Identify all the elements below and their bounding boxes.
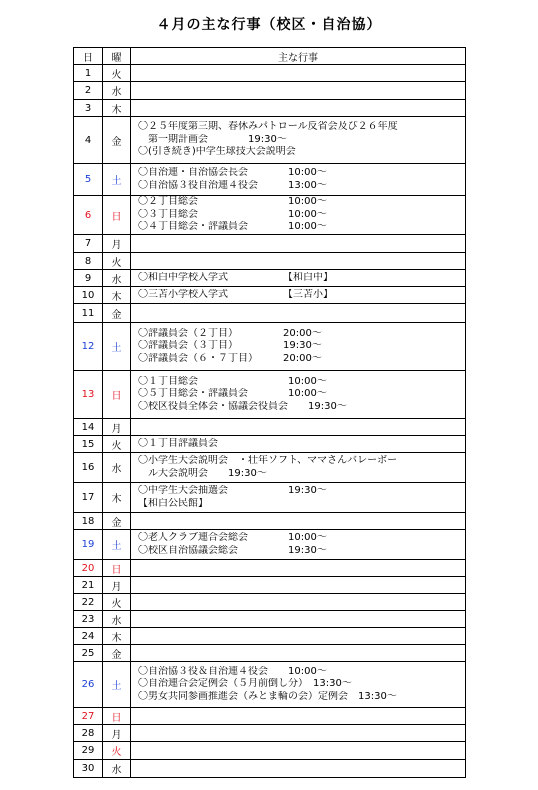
table-row xyxy=(74,323,466,371)
events-cell xyxy=(131,419,466,436)
table-row xyxy=(74,436,466,453)
table-row xyxy=(74,287,466,304)
event-line: 〇１丁目評議員会 xyxy=(138,437,218,449)
header-day: 日 xyxy=(74,48,103,65)
weekday-cell: 木 xyxy=(103,483,131,513)
header-weekday: 曜 xyxy=(103,48,131,65)
table-row xyxy=(74,117,466,164)
day-cell: 10 xyxy=(74,287,103,304)
day-cell: 20 xyxy=(74,560,103,577)
events-cell xyxy=(131,662,466,708)
table-row xyxy=(74,164,466,196)
events-cell xyxy=(131,577,466,594)
table-row xyxy=(74,645,466,662)
event-line: 第一期計画会 19:30～ xyxy=(138,133,287,145)
weekday-cell: 土 xyxy=(103,662,131,708)
events-cell xyxy=(131,725,466,742)
events-cell xyxy=(131,323,466,371)
weekday-cell: 火 xyxy=(103,436,131,453)
events-cell xyxy=(131,560,466,577)
event-line: 〇小学生大会説明会 ・壮年ソフト、ママさんバレーボー xyxy=(138,455,398,466)
events-cell xyxy=(131,742,466,760)
events-cell xyxy=(131,82,466,100)
day-cell: 15 xyxy=(74,436,103,453)
events-cell xyxy=(131,645,466,662)
events-cell xyxy=(131,436,466,453)
weekday-cell: 金 xyxy=(103,513,131,530)
table-row xyxy=(74,662,466,708)
day-cell: 2 xyxy=(74,82,103,100)
table-row xyxy=(74,419,466,436)
schedule-table xyxy=(73,47,466,778)
event-line: 〇３丁目総会 10:00～ xyxy=(138,208,327,220)
table-row xyxy=(74,725,466,742)
events-cell xyxy=(131,530,466,560)
day-cell: 11 xyxy=(74,304,103,323)
table-row xyxy=(74,65,466,82)
event-line: 〇(引き続き)中学生球技大会説明会 xyxy=(138,146,296,158)
day-cell: 12 xyxy=(74,323,103,371)
events-cell xyxy=(131,270,466,287)
events-cell xyxy=(131,100,466,117)
event-line: 〇評議員会（２丁目） 20:00～ xyxy=(138,327,322,339)
events-cell xyxy=(131,611,466,628)
events-cell xyxy=(131,453,466,483)
table-row xyxy=(74,708,466,725)
day-cell: 30 xyxy=(74,760,103,778)
table-row xyxy=(74,483,466,513)
weekday-cell: 水 xyxy=(103,82,131,100)
weekday-cell: 水 xyxy=(103,760,131,778)
weekday-cell: 火 xyxy=(103,253,131,270)
event-line: 〇自治協３役自治連４役会 13:00～ xyxy=(138,179,327,191)
day-cell: 8 xyxy=(74,253,103,270)
weekday-cell: 土 xyxy=(103,164,131,196)
event-line: 〇中学生大会抽選会 19:30～ xyxy=(138,485,327,496)
weekday-cell: 金 xyxy=(103,117,131,164)
weekday-cell: 金 xyxy=(103,304,131,323)
event-line: 〇三苫小学校入学式 【三苫小】 xyxy=(138,288,333,300)
table-row xyxy=(74,560,466,577)
event-line: 〇校区役員全体会・協議会役員会 19:30～ xyxy=(138,400,347,412)
table-row xyxy=(74,453,466,483)
events-cell xyxy=(131,513,466,530)
event-line: 〇１丁目総会 10:00～ xyxy=(138,375,327,387)
header-events: 主な行事 xyxy=(131,48,466,65)
table-row xyxy=(74,304,466,323)
day-cell: 16 xyxy=(74,453,103,483)
events-cell xyxy=(131,483,466,513)
weekday-cell: 土 xyxy=(103,323,131,371)
table-row xyxy=(74,253,466,270)
events-cell xyxy=(131,371,466,419)
event-line: 〇男女共同参画推進会（みとま輪の会）定例会 13:30～ xyxy=(138,690,397,702)
event-line: 〇５丁目総会・評議員会 10:00～ xyxy=(138,388,327,400)
day-cell: 6 xyxy=(74,196,103,235)
event-line: 【和白公民館】 xyxy=(138,497,208,509)
day-cell: 17 xyxy=(74,483,103,513)
weekday-cell: 日 xyxy=(103,371,131,419)
table-row xyxy=(74,742,466,760)
day-cell: 19 xyxy=(74,530,103,560)
event-line: 〇校区自治協議会総会 19:30～ xyxy=(138,544,327,556)
events-cell xyxy=(131,235,466,253)
day-cell: 24 xyxy=(74,628,103,645)
day-cell: 27 xyxy=(74,708,103,725)
table-header-row xyxy=(74,48,466,65)
table-row xyxy=(74,270,466,287)
schedule-body xyxy=(74,65,466,778)
table-row xyxy=(74,628,466,645)
events-cell xyxy=(131,117,466,164)
weekday-cell: 水 xyxy=(103,453,131,483)
events-cell xyxy=(131,164,466,196)
table-row xyxy=(74,760,466,778)
events-cell xyxy=(131,304,466,323)
day-cell: 21 xyxy=(74,577,103,594)
event-line: 〇自治協３役＆自治連４役会 10:00～ xyxy=(138,665,327,677)
event-line: 〇評議員会（３丁目） 19:30～ xyxy=(138,340,322,352)
day-cell: 7 xyxy=(74,235,103,253)
weekday-cell: 月 xyxy=(103,419,131,436)
event-line: 〇評議員会（６・７丁目） 20:00～ xyxy=(138,352,322,364)
weekday-cell: 月 xyxy=(103,577,131,594)
events-cell xyxy=(131,594,466,611)
events-cell xyxy=(131,196,466,235)
table-row xyxy=(74,235,466,253)
day-cell: 14 xyxy=(74,419,103,436)
weekday-cell: 日 xyxy=(103,560,131,577)
day-cell: 5 xyxy=(74,164,103,196)
weekday-cell: 木 xyxy=(103,100,131,117)
event-line: 〇４丁目総会・評議員会 10:00～ xyxy=(138,221,327,233)
day-cell: 23 xyxy=(74,611,103,628)
event-line: 〇和白中学校入学式 【和白中】 xyxy=(138,271,333,283)
table-row xyxy=(74,196,466,235)
day-cell: 3 xyxy=(74,100,103,117)
weekday-cell: 火 xyxy=(103,65,131,82)
page-title: ４月の主な行事（校区・自治協） xyxy=(156,17,382,33)
weekday-cell: 土 xyxy=(103,530,131,560)
day-cell: 25 xyxy=(74,645,103,662)
weekday-cell: 火 xyxy=(103,594,131,611)
day-cell: 22 xyxy=(74,594,103,611)
day-cell: 28 xyxy=(74,725,103,742)
day-cell: 26 xyxy=(74,662,103,708)
weekday-cell: 水 xyxy=(103,611,131,628)
day-cell: 9 xyxy=(74,270,103,287)
table-row xyxy=(74,594,466,611)
events-cell xyxy=(131,708,466,725)
day-cell: 1 xyxy=(74,65,103,82)
events-cell xyxy=(131,65,466,82)
weekday-cell: 金 xyxy=(103,645,131,662)
weekday-cell: 木 xyxy=(103,628,131,645)
day-cell: 13 xyxy=(74,371,103,419)
table-row xyxy=(74,577,466,594)
event-line: 〇２５年度第三期、春休みパトロール反省会及び２６年度 xyxy=(138,121,398,133)
events-cell xyxy=(131,287,466,304)
weekday-cell: 月 xyxy=(103,235,131,253)
table-row xyxy=(74,100,466,117)
day-cell: 29 xyxy=(74,742,103,760)
table-row xyxy=(74,82,466,100)
events-cell xyxy=(131,253,466,270)
weekday-cell: 水 xyxy=(103,270,131,287)
events-cell xyxy=(131,760,466,778)
day-cell: 18 xyxy=(74,513,103,530)
weekday-cell: 日 xyxy=(103,708,131,725)
events-cell xyxy=(131,628,466,645)
event-line: 〇２丁目総会 10:00～ xyxy=(138,196,327,208)
event-line: ル大会説明会 19:30～ xyxy=(138,467,267,479)
weekday-cell: 木 xyxy=(103,287,131,304)
event-line: 〇自治連・自治協会長会 10:00～ xyxy=(138,167,327,178)
weekday-cell: 月 xyxy=(103,725,131,742)
event-line: 〇自治連合会定例会（５月前倒し分） 13:30～ xyxy=(138,678,352,690)
table-row xyxy=(74,530,466,560)
table-row xyxy=(74,371,466,419)
day-cell: 4 xyxy=(74,117,103,164)
weekday-cell: 日 xyxy=(103,196,131,235)
table-row xyxy=(74,513,466,530)
event-line: 〇老人クラブ連合会総会 10:00～ xyxy=(138,532,327,543)
table-row xyxy=(74,611,466,628)
weekday-cell: 火 xyxy=(103,742,131,760)
